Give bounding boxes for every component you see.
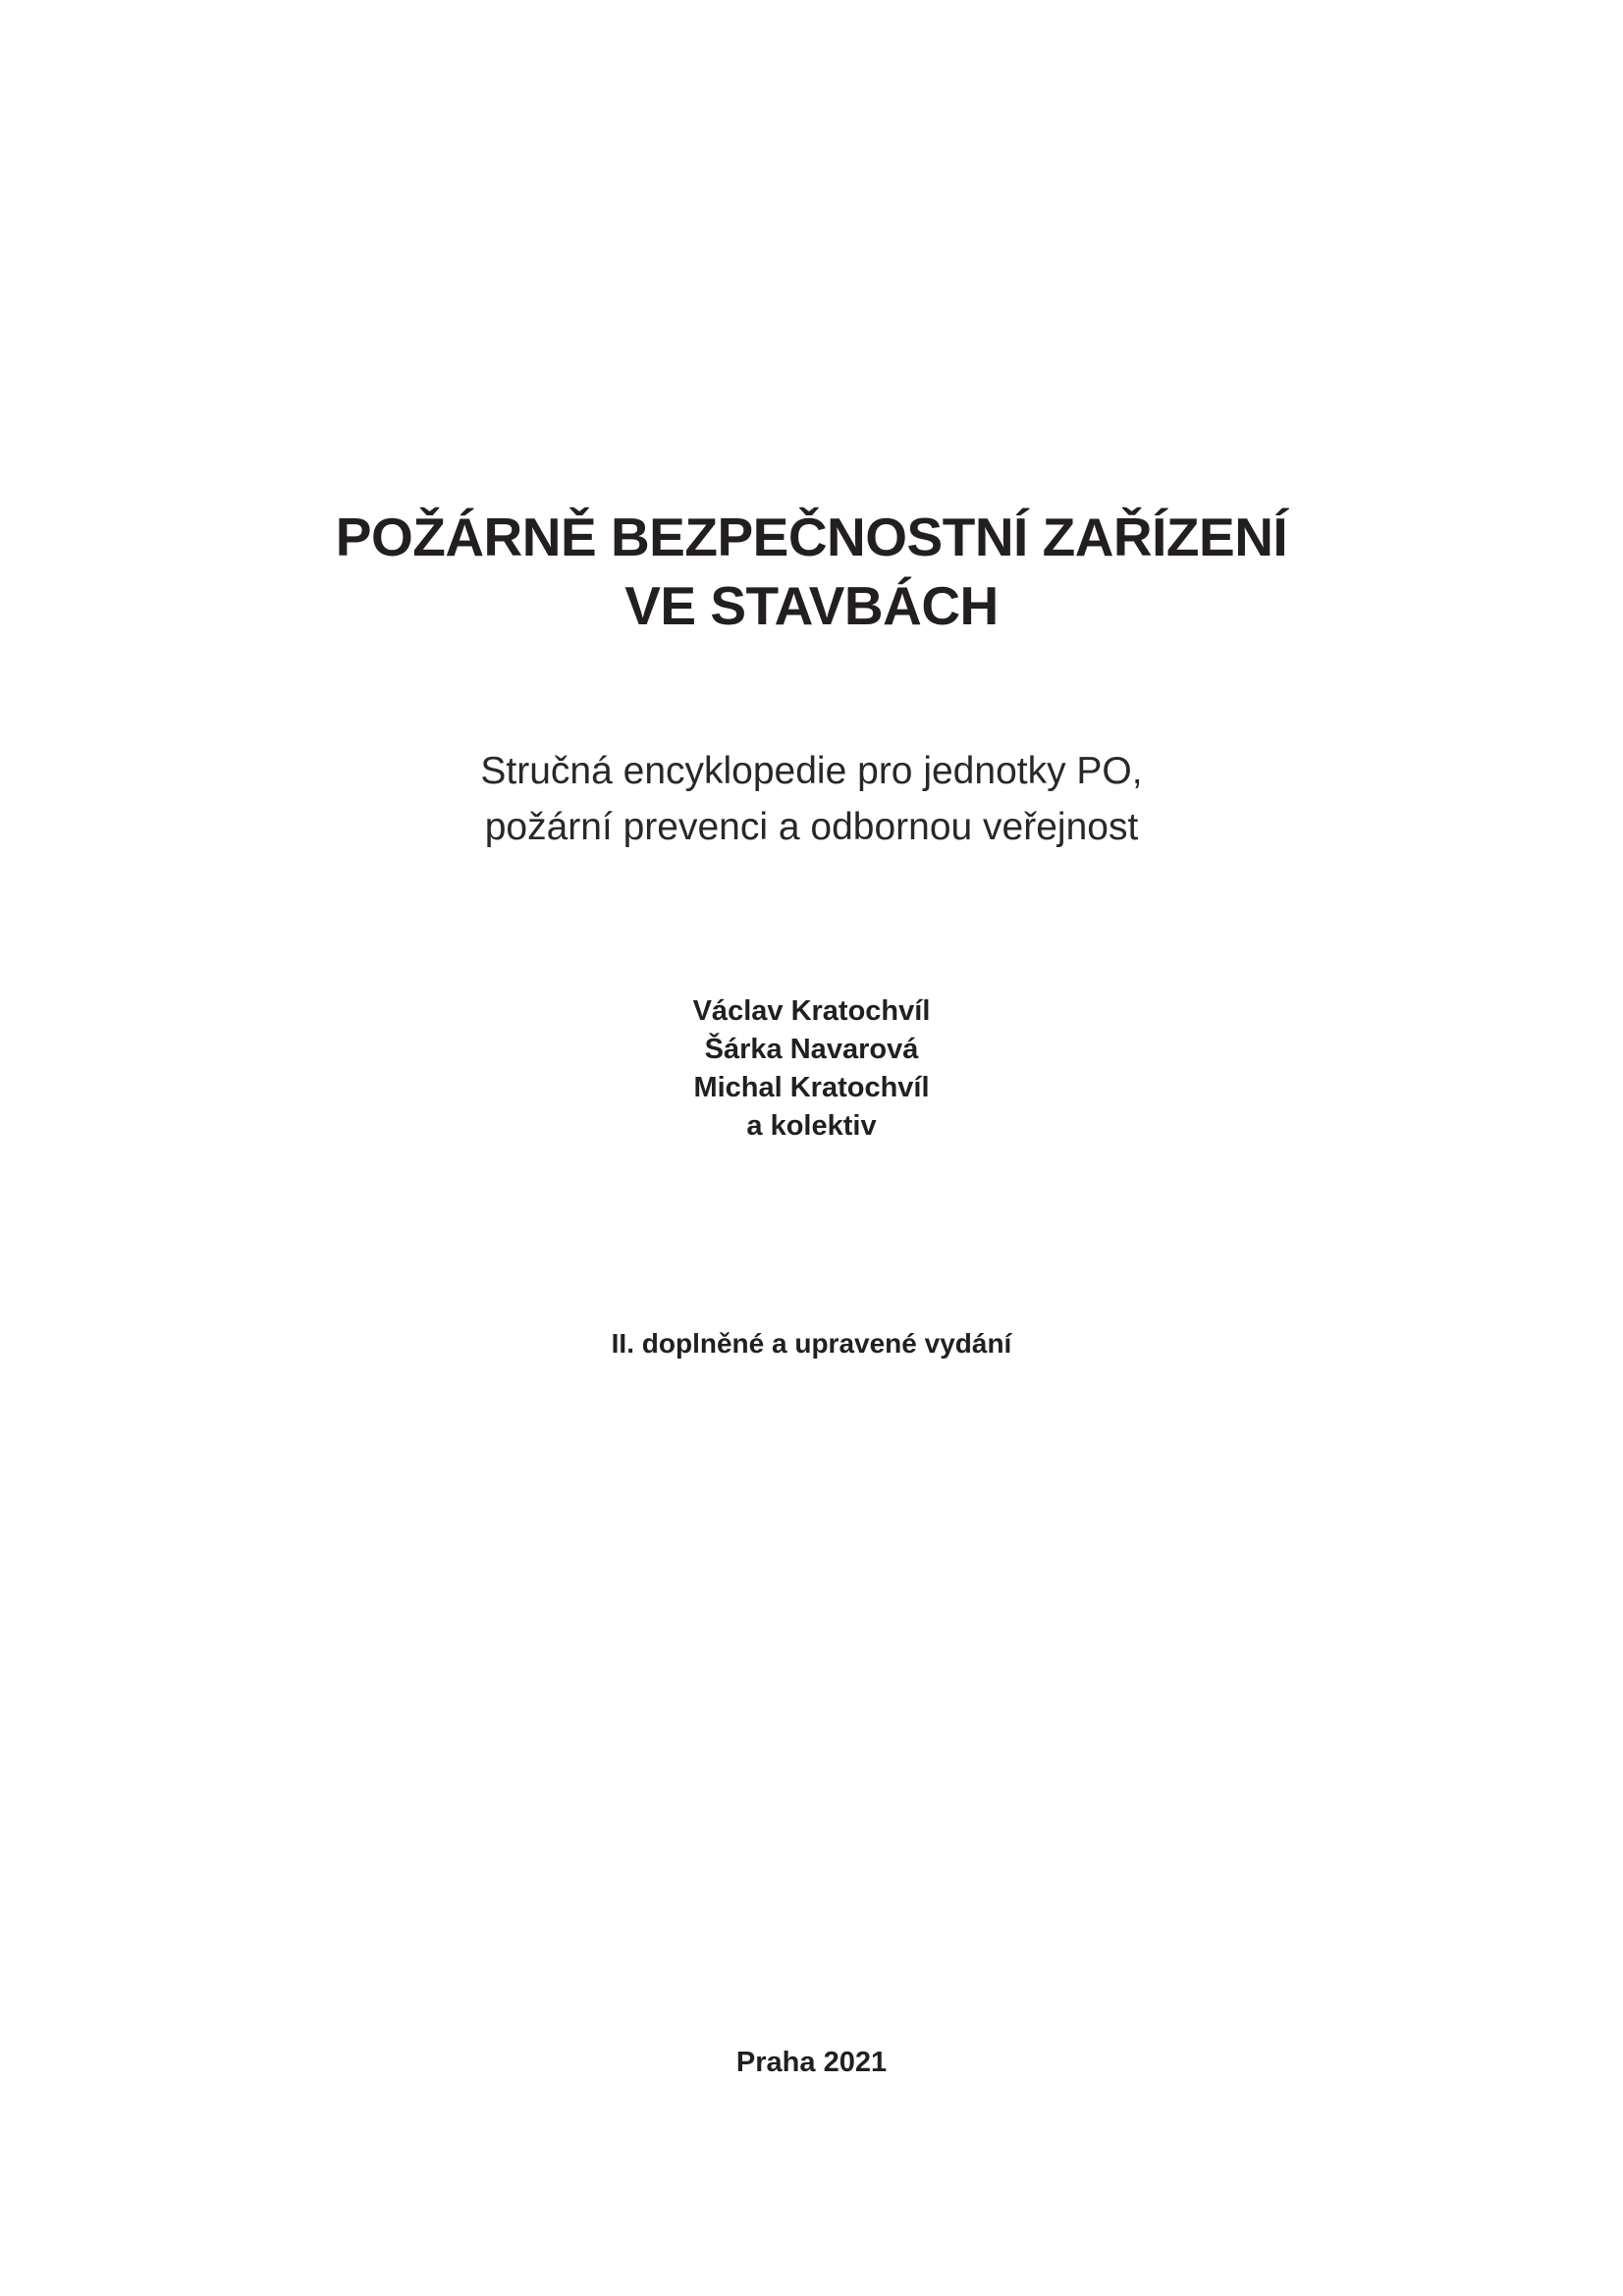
book-title (0, 503, 1623, 640)
edition-note: II. doplněné a upravené vydání (611, 1328, 1012, 1359)
author-name: Václav Kratochvíl (692, 995, 931, 1027)
book-title-line-1: POŽÁRNĚ BEZPEČNOSTNÍ ZAŘÍZENÍ (335, 507, 1288, 567)
book-subtitle-line-1: Stručná encyklopedie pro jednotky PO, (480, 750, 1143, 792)
author-list (0, 992, 1623, 1146)
book-title-line-2: VE STAVBÁCH (624, 575, 999, 636)
book-subtitle (0, 743, 1623, 855)
book-subtitle-line-2: požární prevenci a odbornou veřejnost (484, 806, 1139, 848)
author-collective: a kolektiv (746, 1110, 877, 1142)
author-name: Michal Kratochvíl (693, 1072, 930, 1103)
place-and-year: Praha 2021 (735, 2047, 888, 2078)
author-name: Šárka Navarová (704, 1034, 919, 1065)
